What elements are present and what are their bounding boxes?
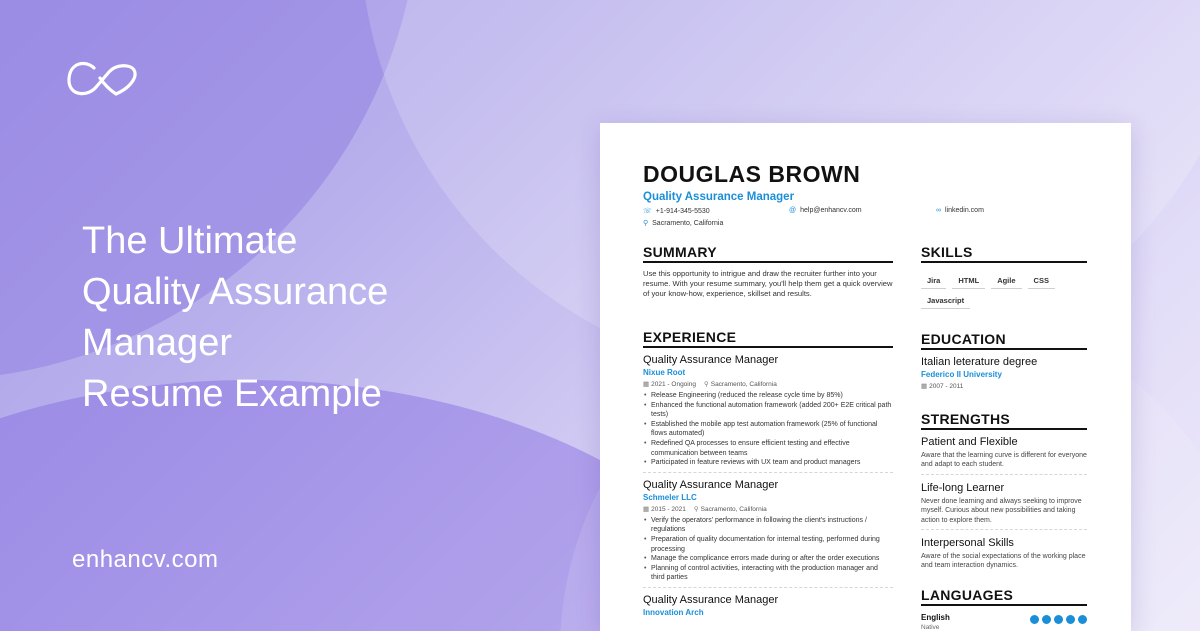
divider	[921, 529, 1087, 530]
summary-title: SUMMARY	[643, 244, 893, 263]
strengths-list	[921, 436, 1087, 571]
location-pin-icon: ⚲	[703, 381, 709, 388]
skill-tag: HTML	[952, 273, 985, 289]
headline-line: Resume Example	[82, 373, 382, 415]
divider	[643, 472, 893, 473]
calendar-icon: ▦	[643, 505, 650, 513]
skills-title: SKILLS	[921, 244, 1087, 263]
proficiency-dot	[1042, 615, 1051, 624]
job-company: Innovation Arch	[643, 607, 704, 617]
skill-tag: Agile	[991, 273, 1021, 289]
strength-item	[921, 436, 1087, 470]
skill-tag: Jira	[921, 273, 946, 289]
job-bullet: • Manage the complicance errors made during or after the order executions	[643, 554, 893, 564]
job-bullet: • Verify the operators' performance in following the client's instructions / regulations	[643, 516, 893, 535]
education-meta: ▦ 2007 - 2011	[921, 383, 964, 390]
divider	[643, 587, 893, 588]
job-title: Quality Assurance Manager	[643, 593, 779, 606]
resume-role: Quality Assurance Manager	[643, 191, 795, 203]
language-level: Native	[921, 624, 940, 631]
job-bullet: • Participated in feature reviews with UX team and product managers	[643, 458, 893, 468]
language-item	[921, 613, 1087, 631]
job-entry	[643, 479, 893, 583]
proficiency-dot	[1030, 615, 1039, 624]
education-entry	[921, 356, 1087, 390]
language-name: English	[921, 613, 950, 622]
strength-title: Life-long Learner	[921, 481, 1005, 494]
job-bullet: • Planning of control activities, interacting with the production manager and third parties	[643, 564, 893, 583]
contact-linkedin: ∞ linkedin.com	[936, 207, 984, 214]
summary-text: Use this opportunity to intrigue and draw the recruiter further into your resume. With your resume summary, you'll help them get a quick overview of your know-how, experience, skillset and results.	[643, 269, 893, 298]
education-title: EDUCATION	[921, 331, 1087, 350]
job-bullets	[643, 516, 893, 583]
job-title: Quality Assurance Manager	[643, 354, 779, 366]
proficiency-dot	[1078, 615, 1087, 624]
strength-item	[921, 537, 1087, 571]
contact-email: @ help@enhancv.com	[789, 207, 862, 214]
skill-tag: CSS	[1028, 273, 1055, 289]
strength-item	[921, 482, 1087, 525]
skill-tag: Javascript	[921, 293, 970, 309]
job-company: Schmeler LLC	[643, 492, 697, 502]
job-meta: ▦ 2015 - 2021 ⚲ Sacramento, California	[643, 505, 767, 513]
skills-list	[921, 273, 1087, 309]
job-company: Nixue Root	[643, 368, 686, 377]
divider	[921, 474, 1087, 475]
strength-desc: Aware that the learning curve is different for everyone and adapt to each student.	[921, 452, 1087, 469]
headline-line: The Ultimate	[82, 220, 298, 262]
job-bullets	[643, 391, 893, 468]
job-bullet: • Release Engineering (reduced the release cycle time by 85%)	[643, 391, 893, 401]
job-title: Quality Assurance Manager	[643, 478, 779, 491]
job-bullet: • Enhanced the functional automation framework (added 200+ E2E critical path tests)	[643, 401, 893, 420]
at-icon: @	[789, 207, 797, 214]
contact-phone: ☏ +1-914-345-5530	[643, 207, 710, 215]
contact-location: ⚲ Sacramento, California	[643, 219, 724, 227]
enhancv-logo-icon[interactable]	[64, 60, 142, 100]
language-proficiency-dots	[1030, 615, 1087, 624]
education-school: Federico II University	[921, 370, 1002, 379]
strength-desc: Aware of the social expectations of the working place and team interaction dynamics.	[921, 553, 1086, 570]
languages-title: LANGUAGES	[921, 587, 1087, 606]
job-bullet: • Established the mobile app test automation framework (25% of functional flows automated)	[643, 420, 893, 439]
strength-title: Patient and Flexible	[921, 436, 1018, 448]
job-entry	[643, 354, 893, 468]
strength-title: Interpersonal Skills	[921, 537, 1014, 550]
location-pin-icon: ⚲	[693, 505, 699, 513]
location-pin-icon: ⚲	[643, 220, 649, 227]
experience-title: EXPERIENCE	[643, 329, 893, 348]
job-meta: ▦ 2021 - Ongoing ⚲ Sacramento, California	[643, 381, 777, 388]
banner-headline	[82, 216, 542, 420]
resume-preview[interactable]	[600, 123, 1131, 631]
headline-line: Manager	[82, 322, 232, 364]
job-bullet: • Preparation of quality documentation for internal testing, performed during processing	[643, 535, 893, 554]
calendar-icon: ▦	[921, 383, 928, 390]
headline-line: Quality Assurance	[82, 271, 389, 313]
phone-icon: ☏	[643, 208, 652, 215]
experience-list	[643, 354, 893, 617]
education-degree: Italian leterature degree	[921, 356, 1038, 368]
resume-name: DOUGLAS BROWN	[643, 161, 861, 187]
strength-desc: Never done learning and always seeking to improve myself. Curious about new possibilities and taking action to explore them.	[921, 497, 1082, 524]
proficiency-dot	[1054, 615, 1063, 624]
calendar-icon: ▦	[643, 381, 650, 388]
job-bullet: • Redefined QA processes to ensure efficient testing and effective communication between teams	[643, 439, 893, 458]
site-url-link[interactable]: enhancv.com	[72, 546, 219, 573]
strengths-title: STRENGTHS	[921, 411, 1087, 430]
link-icon: ∞	[936, 207, 941, 214]
proficiency-dot	[1066, 615, 1075, 624]
job-entry	[643, 594, 893, 617]
